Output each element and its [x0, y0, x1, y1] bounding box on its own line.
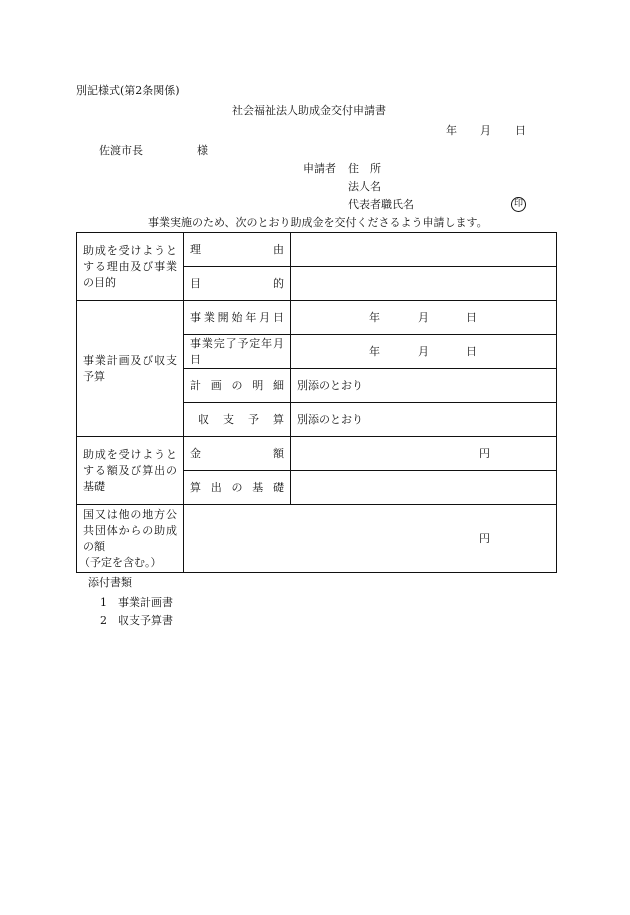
other-subsidy-yen-unit: 円	[479, 531, 490, 545]
plan-detail-value[interactable]: 別添のとおり	[291, 369, 557, 403]
table-row	[77, 301, 557, 335]
purpose-value[interactable]	[291, 267, 557, 301]
start-date-value[interactable]	[291, 301, 557, 335]
start-month: 月	[418, 310, 429, 324]
other-subsidy-value[interactable]	[184, 505, 557, 573]
end-day: 日	[466, 344, 477, 358]
date-month: 月	[480, 124, 491, 137]
applicant-corp-name-label: 法人名	[348, 180, 381, 193]
section-other-subsidy-header	[77, 505, 184, 573]
calc-basis-label: 算出の基礎	[184, 471, 291, 505]
attachment-label: 事業計画書	[118, 596, 173, 609]
date-day: 日	[515, 124, 526, 137]
amount-value[interactable]	[291, 437, 557, 471]
budget-label: 収支予算	[184, 403, 291, 437]
budget-value[interactable]: 別添のとおり	[291, 403, 557, 437]
section-plan-header: 事業計画及び収支予算	[77, 301, 184, 437]
amount-label: 金額	[184, 437, 291, 471]
table-row	[77, 437, 557, 471]
section-purpose-header: 助成を受けようとする理由及び事業の目的	[77, 233, 184, 301]
applicant-representative-label: 代表者職氏名	[348, 198, 414, 211]
amount-yen-unit: 円	[479, 446, 490, 460]
table-row	[77, 233, 557, 267]
start-year: 年	[369, 310, 380, 324]
end-year: 年	[369, 344, 380, 358]
document-title: 社会福祉法人助成金交付申請書	[232, 104, 386, 117]
end-month: 月	[418, 344, 429, 358]
application-table	[76, 232, 557, 573]
section-amount-header: 助成を受けようとする額及び算出の基礎	[77, 437, 184, 505]
attachments-heading: 添付書類	[88, 576, 132, 589]
start-date-label: 事業開始年月日	[184, 301, 291, 335]
addressee-name: 佐渡市長	[99, 144, 143, 157]
intro-text: 事業実施のため、次のとおり助成金を交付くださるよう申請します。	[148, 216, 488, 229]
date-year: 年	[446, 124, 457, 137]
other-subsidy-label: 国又は他の地方公共団体からの助成の額	[83, 507, 177, 553]
attachment-label: 収支予算書	[118, 614, 173, 627]
attachment-num: 2	[100, 614, 107, 627]
end-date-label: 事業完了予定年月日	[184, 335, 291, 369]
other-subsidy-note: （予定を含む。）	[79, 555, 162, 569]
applicant-label: 申請者	[303, 162, 336, 175]
plan-detail-label: 計画の明細	[184, 369, 291, 403]
purpose-label: 目的	[184, 267, 291, 301]
calc-basis-value[interactable]	[291, 471, 557, 505]
start-day: 日	[466, 310, 477, 324]
attachment-num: 1	[100, 596, 107, 609]
table-row	[77, 505, 557, 573]
reason-label: 理由	[184, 233, 291, 267]
reason-value[interactable]	[291, 233, 557, 267]
seal-mark: 印	[511, 197, 526, 212]
end-date-value[interactable]	[291, 335, 557, 369]
applicant-address-label: 住 所	[348, 162, 381, 175]
form-reference: 別記様式(第2条関係)	[76, 84, 180, 97]
addressee-honorific: 様	[197, 144, 208, 157]
